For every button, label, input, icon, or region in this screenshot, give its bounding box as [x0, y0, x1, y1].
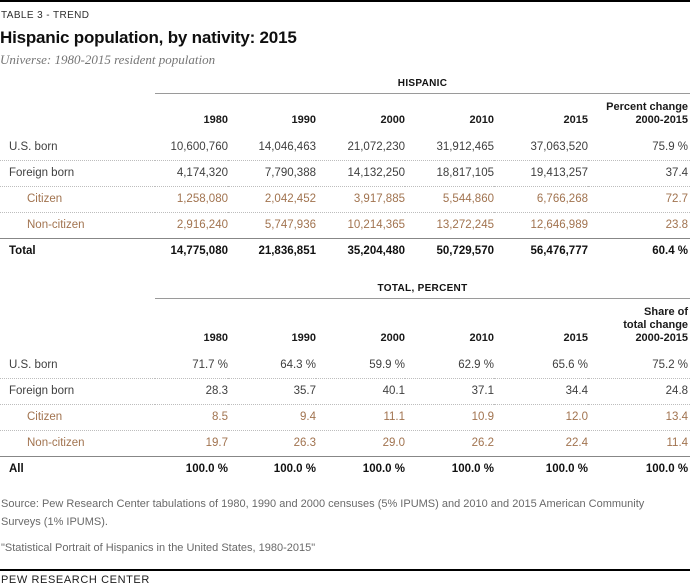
row-label: Total	[0, 239, 155, 265]
cell-value: 21,836,851	[228, 239, 316, 265]
cell-value: 37,063,520	[530, 141, 588, 153]
cell-value: 75.2 %	[652, 359, 689, 371]
column-header: 1980	[203, 332, 228, 344]
total-percent-table	[0, 280, 690, 482]
cell-value: 37.4	[588, 161, 690, 187]
cell-value: 14,046,463	[258, 141, 316, 153]
citation-note: "Statistical Portrait of Hispanics in the United States, 1980-2015"	[1, 542, 316, 554]
cell-value: 3,917,885	[316, 187, 405, 213]
cell-value: 60.4 %	[588, 239, 690, 265]
cell-value: 4,174,320	[155, 161, 228, 187]
table-row	[0, 457, 690, 483]
cell-value: 14,132,250	[316, 161, 405, 187]
cell-value: 11.4	[588, 431, 690, 457]
cell-value: 29.0	[316, 431, 405, 457]
cell-value: 35,204,480	[316, 239, 405, 265]
row-label: Non-citizen	[0, 431, 155, 457]
cell-value: 5,747,936	[228, 213, 316, 239]
cell-value: 2,916,240	[155, 213, 228, 239]
cell-value: 34.4	[494, 379, 588, 405]
row-label: Foreign born	[0, 161, 155, 187]
table-row	[0, 187, 690, 213]
cell-value: 10,214,365	[316, 213, 405, 239]
cell-value: 100.0 %	[494, 457, 588, 483]
pew-research-center-wordmark: PEW RESEARCH CENTER	[1, 574, 150, 586]
cell-value: 35.7	[228, 379, 316, 405]
cell-value: 64.3 %	[280, 359, 316, 371]
cell-value: 22.4	[494, 431, 588, 457]
row-label: Foreign born	[0, 379, 155, 405]
figure-footer	[0, 495, 690, 586]
column-header: 2000	[380, 332, 405, 344]
source-note: Source: Pew Research Center tabulations of 1980, 1990 and 2000 censuses (5% IPUMS) and 2010 and 2015 American Community Surveys (1% IPUMS).	[1, 498, 645, 528]
cell-value: 23.8	[588, 213, 690, 239]
cell-value: 7,790,388	[228, 161, 316, 187]
column-header: Share of total change 2000-2015	[623, 306, 689, 344]
cell-value: 8.5	[155, 405, 228, 431]
cell-value: 11.1	[316, 405, 405, 431]
column-header: 1980	[203, 114, 228, 126]
column-header: 2010	[469, 332, 494, 344]
table-group-title: TOTAL, PERCENT	[155, 280, 690, 299]
cell-value: 65.6 %	[552, 359, 588, 371]
row-label: Non-citizen	[0, 213, 155, 239]
table-row	[0, 239, 690, 265]
cell-value: 21,072,230	[347, 141, 405, 153]
cell-value: 13,272,245	[405, 213, 494, 239]
cell-value: 28.3	[155, 379, 228, 405]
cell-value: 37.1	[405, 379, 494, 405]
column-header: 2015	[563, 332, 588, 344]
cell-value: 18,817,105	[405, 161, 494, 187]
row-label: Citizen	[0, 187, 155, 213]
column-header: 2010	[469, 114, 494, 126]
column-header: 1990	[291, 332, 316, 344]
table-row	[0, 353, 690, 379]
column-header: 2015	[563, 114, 588, 126]
cell-value: 10,600,760	[170, 141, 228, 153]
cell-value: 72.7	[588, 187, 690, 213]
cell-value: 50,729,570	[405, 239, 494, 265]
cell-value: 100.0 %	[316, 457, 405, 483]
cell-value: 75.9 %	[652, 141, 689, 153]
hispanic-counts-table	[0, 75, 690, 264]
cell-value: 12,646,989	[494, 213, 588, 239]
cell-value: 31,912,465	[436, 141, 494, 153]
cell-value: 1,258,080	[155, 187, 228, 213]
cell-value: 100.0 %	[588, 457, 690, 483]
column-header: 1990	[291, 114, 316, 126]
cell-value: 100.0 %	[155, 457, 228, 483]
cell-value: 24.8	[588, 379, 690, 405]
cell-value: 62.9 %	[458, 359, 494, 371]
cell-value: 19,413,257	[494, 161, 588, 187]
table-kicker: TABLE 3 - TREND	[1, 10, 90, 21]
cell-value: 56,476,777	[494, 239, 588, 265]
table-row	[0, 161, 690, 187]
table-row	[0, 213, 690, 239]
table-row	[0, 405, 690, 431]
row-label: U.S. born	[9, 141, 58, 153]
cell-value: 26.2	[405, 431, 494, 457]
cell-value: 10.9	[405, 405, 494, 431]
table-row	[0, 431, 690, 457]
cell-value: 59.9 %	[369, 359, 405, 371]
cell-value: 9.4	[228, 405, 316, 431]
row-label: U.S. born	[9, 359, 58, 371]
cell-value: 6,766,268	[494, 187, 588, 213]
cell-value: 2,042,452	[228, 187, 316, 213]
column-header: Percent change 2000-2015	[606, 101, 689, 126]
cell-value: 100.0 %	[228, 457, 316, 483]
cell-value: 13.4	[588, 405, 690, 431]
cell-value: 71.7 %	[192, 359, 228, 371]
cell-value: 26.3	[228, 431, 316, 457]
cell-value: 5,544,860	[405, 187, 494, 213]
cell-value: 14,775,080	[155, 239, 228, 265]
row-label: All	[0, 457, 155, 483]
cell-value: 40.1	[316, 379, 405, 405]
cell-value: 19.7	[155, 431, 228, 457]
column-header: 2000	[380, 114, 405, 126]
cell-value: 12.0	[494, 405, 588, 431]
table-row	[0, 135, 690, 161]
row-label: Citizen	[0, 405, 155, 431]
bottom-rule	[0, 569, 690, 571]
table-group-title: HISPANIC	[155, 75, 690, 94]
universe-subtitle: Universe: 1980-2015 resident population	[0, 52, 216, 67]
page-title: Hispanic population, by nativity: 2015	[0, 28, 297, 47]
table-row	[0, 379, 690, 405]
cell-value: 100.0 %	[405, 457, 494, 483]
